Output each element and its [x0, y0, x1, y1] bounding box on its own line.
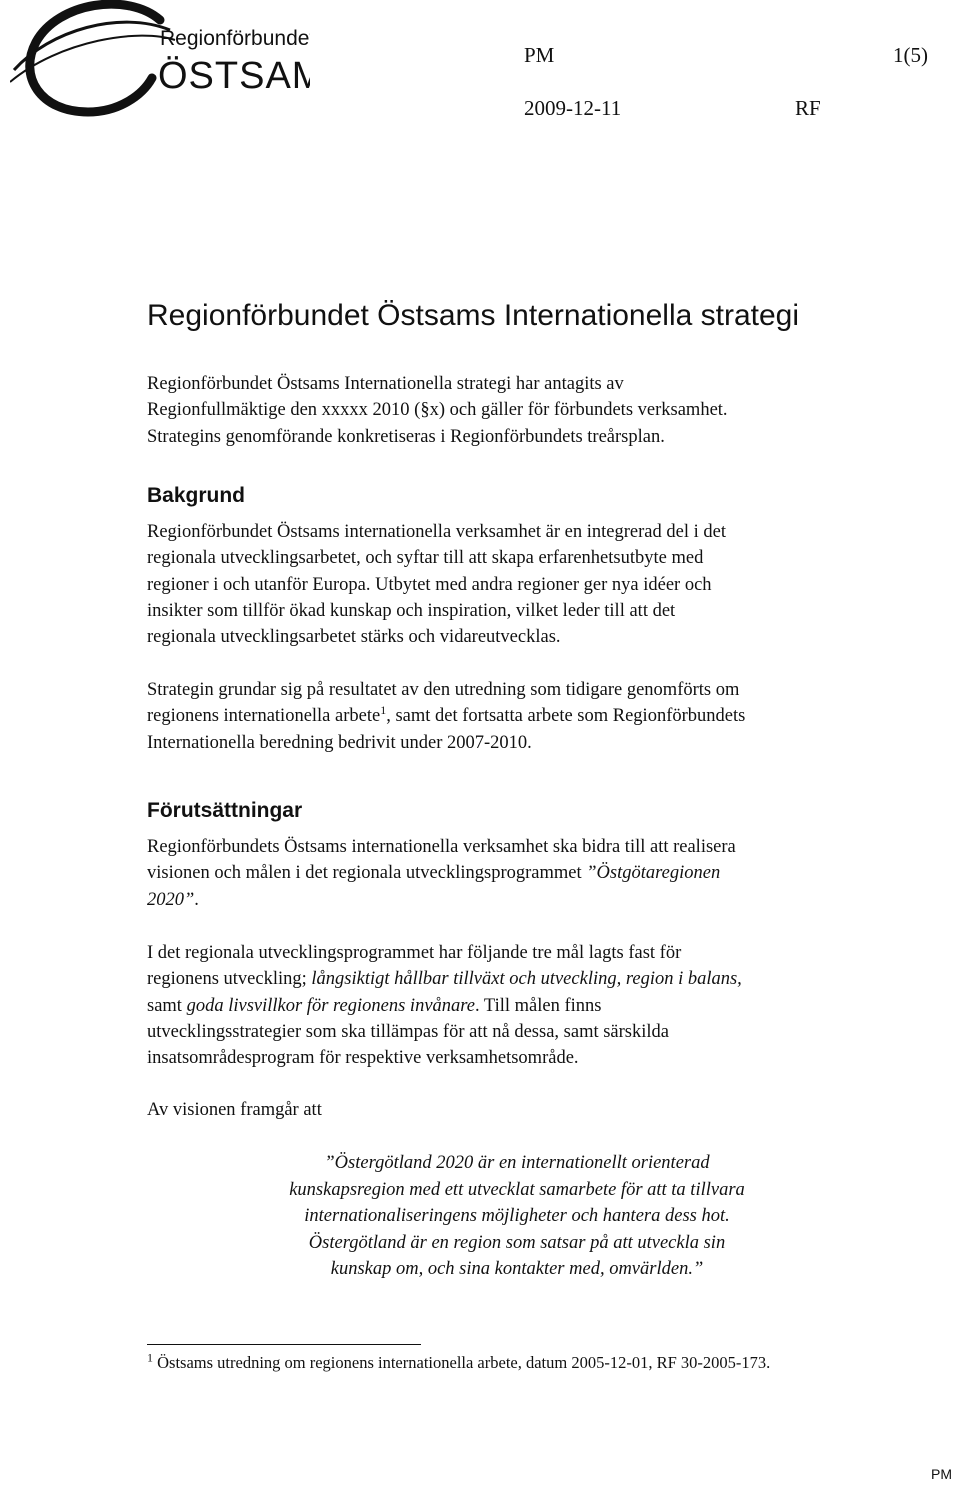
quote-line: internationaliseringens möjligheter och hantera dess hot. — [304, 1206, 730, 1226]
forutsattningar-paragraph-2 — [147, 940, 907, 1071]
bakgrund-paragraph-2 — [147, 677, 907, 756]
text-line: regionala utvecklingsarbetet stärks och vidareutvecklas. — [147, 627, 561, 648]
forutsattningar-paragraph-1 — [147, 834, 907, 913]
heading-bakgrund: Bakgrund — [147, 484, 246, 507]
bakgrund-paragraph-1 — [147, 519, 907, 650]
program-name: ”Östgötaregionen — [586, 863, 721, 884]
doc-date: 2009-12-11 — [524, 96, 622, 120]
logo-line1: Regionförbundet — [160, 27, 310, 50]
text-line: Regionförbundet Östsams internationella verksamhet är en integrerad del i det — [147, 522, 726, 542]
text-line — [147, 993, 907, 1019]
footnote-divider — [147, 1344, 421, 1345]
footnote-text: Östsams utredning om regionens internationella arbete, datum 2005-12-01, RF 30-2005-173. — [153, 1353, 771, 1372]
doc-type: PM — [524, 43, 555, 67]
text-span: regionens utveckling; — [147, 969, 312, 990]
footnote — [147, 1352, 927, 1374]
intro-line: Strategins genomförande konkretiseras i Regionförbundets treårsplan. — [147, 426, 665, 447]
page-title: Regionförbundet Östsams Internationella strategi — [147, 299, 800, 332]
program-name: 2020” — [147, 889, 195, 910]
footnote-ref: 1 — [380, 703, 387, 718]
quote-line: Östergötland är en region som satsar på att utveckla sin — [308, 1232, 726, 1253]
text-span: visionen och målen i det regionala utvecklingsprogrammet — [147, 863, 587, 884]
goal-text: goda livsvillkor för regionens invånare — [186, 995, 475, 1016]
text-span: samt — [147, 995, 187, 1016]
intro-paragraph — [147, 371, 907, 450]
text-line: insikter som tillför ökad kunskap och inspiration, vilket leder till att det — [147, 600, 676, 621]
vision-quote — [147, 1150, 887, 1283]
quote-line: kunskap om, och sina kontakter med, omvärlden.” — [330, 1259, 704, 1279]
intro-line: Regionförbundet Östsams Internationella strategi har antagits av — [147, 374, 624, 394]
text-line — [147, 966, 907, 992]
text-line: insatsområdesprogram för respektive verksamhetsområde. — [147, 1048, 579, 1069]
quote-line: kunskapsregion med ett utvecklat samarbete för att ta tillvara — [289, 1179, 745, 1200]
text-line — [147, 703, 907, 729]
intro-line: Regionfullmäktige den xxxxx 2010 (§x) och gäller för förbundets verksamhet. — [147, 400, 728, 421]
text-span: . — [194, 889, 199, 910]
goal-text: långsiktigt hållbar tillväxt och utveckling, region i balans, — [311, 969, 742, 990]
text-line: regioner i och utanför Europa. Utbytet med andra regioner ger nya idéer och — [147, 574, 712, 595]
doc-author: RF — [795, 96, 821, 120]
heading-forutsattningar: Förutsättningar — [147, 799, 303, 822]
logo-line2: ÖSTSAM — [158, 55, 310, 97]
text-span: , samt det fortsatta arbete som Regionförbundets — [386, 706, 746, 727]
text-line: Internationella beredning bedrivit under 2007-2010. — [147, 732, 532, 753]
text-line: Regionförbundets Östsams internationella verksamhet ska bidra till att realisera — [147, 837, 736, 857]
footnote-number: 1 — [147, 1350, 153, 1365]
quote-line: ”Östergötland 2020 är en internationellt orienterad — [324, 1153, 710, 1173]
ostsam-logo — [10, 0, 310, 118]
footer-label: PM — [931, 1466, 952, 1482]
text-line: Strategin grundar sig på resultatet av den utredning som tidigare genomförts om — [147, 680, 740, 700]
text-line: utvecklingsstrategier som ska tillämpas för att nå dessa, samt särskilda — [147, 1021, 669, 1042]
text-line: regionala utvecklingsarbetet, och syftar till att skapa erfarenhetsutbyte med — [147, 548, 704, 569]
text-span: regionens internationella arbete — [147, 706, 381, 727]
text-line — [147, 860, 907, 886]
logo-emblem — [10, 0, 310, 118]
text-span: . Till målen finns — [475, 995, 602, 1016]
page-number: 1(5) — [893, 43, 928, 67]
vision-intro: Av visionen framgår att — [147, 1100, 322, 1120]
text-line: I det regionala utvecklingsprogrammet har följande tre mål lagts fast för — [147, 943, 682, 963]
text-line — [147, 887, 907, 913]
